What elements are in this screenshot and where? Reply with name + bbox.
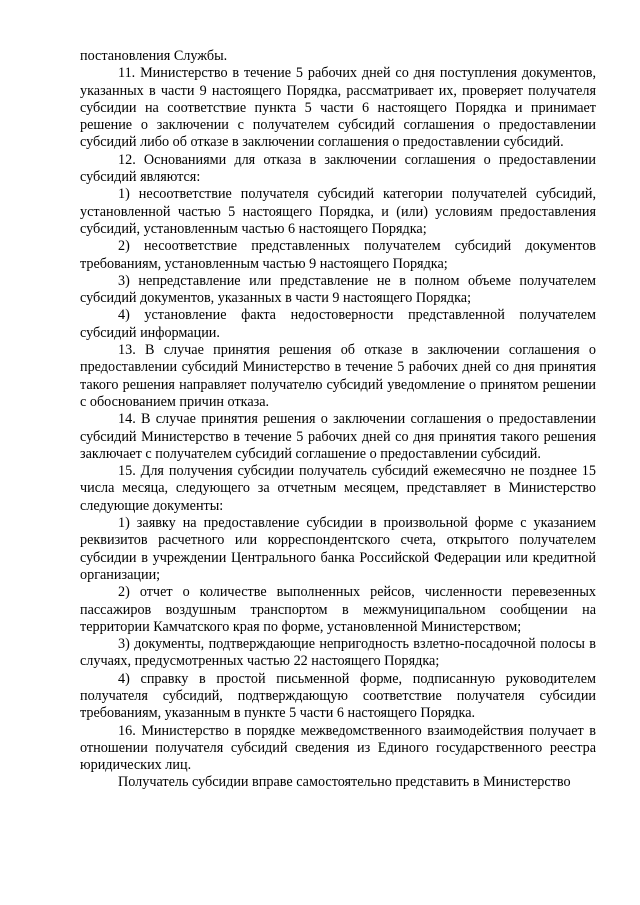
paragraph-14: 14. В случае принятия решения о заключении соглашения о предоставлении субсидий Министерство в течение 5 рабочих дней со дня принятия такого решения заключает с получателем субсидий соглашение о предоставлении субсидий.: [80, 411, 596, 462]
paragraph-16: 16. Министерство в порядке межведомственного взаимодействия получает в отношении получателя субсидий сведения из Единого государственного реестра юридических лиц.: [80, 722, 596, 774]
paragraph-11: 11. Министерство в течение 5 рабочих дней со дня поступления документов, указанных в части 9 настоящего Порядка, рассматривает их, проверяет получателя субсидии на соответствие пункта 5 части 6 настоящего Порядка и принимает решение о заключении с получателем субсидий соглашения о предоставлении субсидий либо об отказе в заключении соглашения о предоставлении субсидий.: [80, 65, 596, 151]
paragraph-15-item-3: 3) документы, подтверждающие непригодность взлетно-посадочной полосы в случаях, предусмотренных частью 22 настоящего Порядка;: [80, 636, 596, 670]
paragraph-12-item-3: 3) непредставление или представление не в полном объеме получателем субсидий документов, указанных в части 9 настоящего Порядка;: [80, 272, 596, 307]
paragraph-15-item-4: 4) справку в простой письменной форме, подписанную руководителем получателя субсидий, подтверждающую соответствие получателя субсидии требованиям, указанным в пункте 5 части 6 настоящего Порядка.: [80, 670, 596, 722]
paragraph-15-item-1: 1) заявку на предоставление субсидии в произвольной форме с указанием реквизитов расчетного или корреспондентского счета, открытого получателем субсидии в учреждении Центрального банка Российской Федерации или кредитной организации;: [80, 515, 596, 583]
paragraph-continuation: постановления Службы.: [80, 48, 228, 64]
paragraph-12-item-2: 2) несоответствие представленных получателем субсидий документов требованиям, установленным частью 9 настоящего Порядка;: [80, 238, 596, 272]
paragraph-15-item-2: 2) отчет о количестве выполненных рейсов, численности перевезенных пассажиров воздушным транспортом в межмуниципальном сообщении на территории Камчатского края по форме, установленной Министерством;: [80, 584, 596, 635]
paragraph-15: 15. Для получения субсидии получатель субсидий ежемесячно не позднее 15 числа месяца, следующего за отчетным месяцем, представляет в Министерство следующие документы:: [80, 463, 596, 514]
paragraph-16-continuation: Получатель субсидии вправе самостоятельно представить в Министерство: [118, 774, 571, 791]
paragraph-12: 12. Основаниями для отказа в заключении соглашения о предоставлении субсидий являются:: [80, 151, 596, 186]
paragraph-13: 13. В случае принятия решения об отказе в заключении соглашения о предоставлении субсидий Министерство в течение 5 рабочих дней со дня принятия такого решения направляет получателю субсидий уведомление о принятом решении с обоснованием причин отказа.: [80, 342, 596, 410]
paragraph-12-item-4: 4) установление факта недостоверности представленной получателем субсидий информации.: [80, 307, 596, 341]
paragraph-12-item-1: 1) несоответствие получателя субсидий категории получателей субсидий, установленной частью 5 настоящего Порядка, и (или) условиям предоставления субсидий, установленным частью 6 настоящего Порядка;: [80, 186, 596, 237]
document-page: [80, 48, 596, 792]
